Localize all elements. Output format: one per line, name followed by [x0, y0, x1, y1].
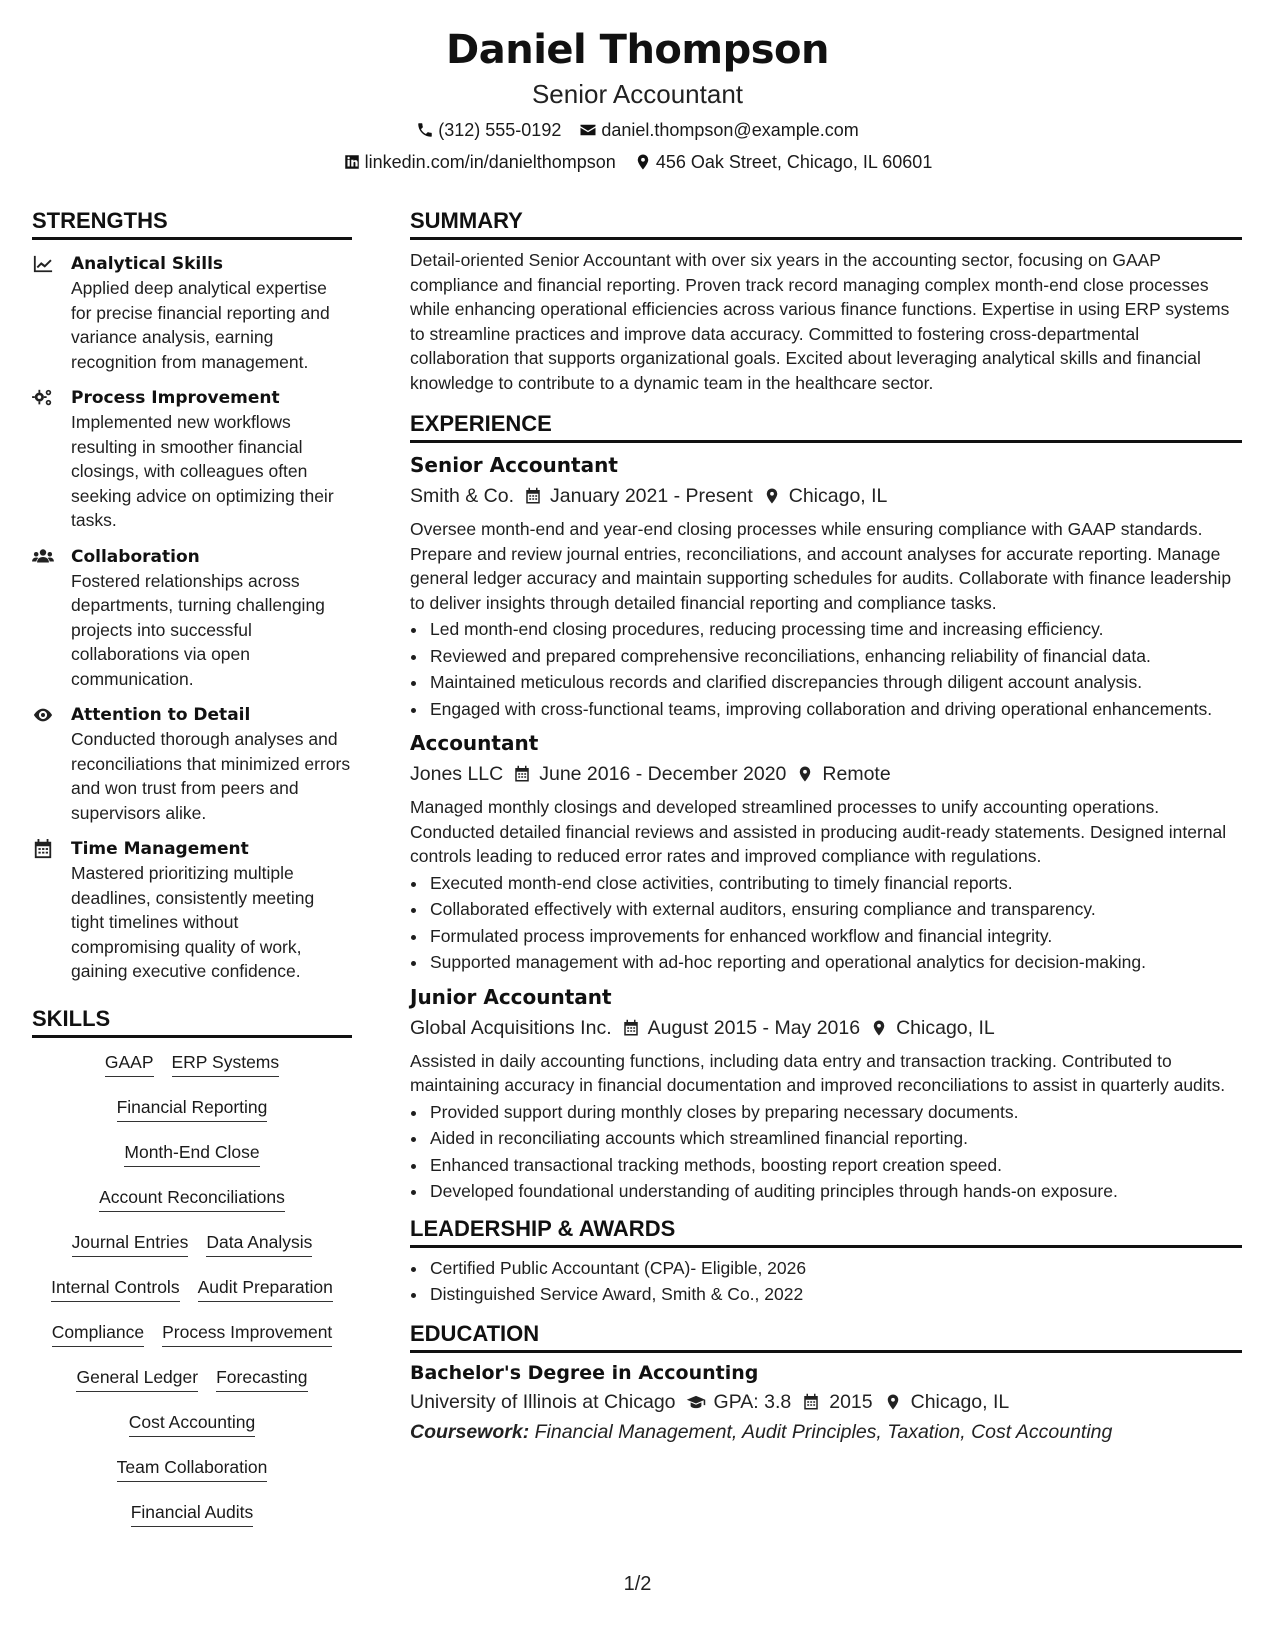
skill-tag: Cost Accounting: [129, 1410, 255, 1437]
degree-title: Bachelor's Degree in Accounting: [410, 1361, 759, 1384]
phone-text: (312) 555-0192: [438, 120, 562, 140]
strengths-heading: STRENGTHS: [32, 208, 352, 240]
education-section: [410, 1321, 1242, 1447]
skill-tag: Audit Preparation: [198, 1275, 333, 1302]
candidate-name: Daniel Thompson: [446, 27, 829, 73]
skill-row: [32, 1140, 352, 1185]
skills-heading: SKILLS: [32, 1006, 352, 1038]
leadership-section: [410, 1216, 1242, 1307]
job-bullet: • Provided support during monthly closes by preparing necessary documents.: [428, 1100, 1242, 1125]
job-bullet: • Reviewed and prepared comprehensive reconciliations, enhancing reliability of financial data.: [428, 644, 1242, 669]
job-dates: [622, 1013, 860, 1043]
job-dates-text: June 2016 - December 2020: [539, 763, 787, 785]
map-pin-icon: [883, 1393, 903, 1411]
experience-section: [410, 411, 1242, 1204]
linkedin-icon: [343, 153, 361, 171]
coursework-label: Coursework:: [410, 1420, 530, 1443]
job-bullet: • Enhanced transactional tracking methods, boosting report creation speed.: [428, 1153, 1242, 1178]
calendar-icon: [32, 839, 54, 859]
calendar-icon: [801, 1393, 821, 1411]
calendar-icon: [622, 1019, 640, 1037]
job-bullet: • Developed foundational understanding of auditing principles through hands-on exposure.: [428, 1179, 1242, 1204]
skill-tag: Team Collaboration: [117, 1455, 268, 1482]
job-company: Global Acquisitions Inc.: [410, 1016, 612, 1039]
job-description: Oversee month-end and year-end closing processes while ensuring compliance with GAAP standards. Prepare and review journal entries, reconciliations, and account analyses for accurate reporting. Manage general ledger accuracy and maintain supporting schedules for audits. Collaborate with finance leadership to deliver insights through detailed financial reporting and compliance tasks.: [410, 519, 1232, 613]
skill-row: [32, 1185, 352, 1230]
skill-tag: Internal Controls: [51, 1275, 179, 1302]
summary-heading: SUMMARY: [410, 208, 1242, 240]
skill-row: [32, 1410, 352, 1455]
job-location-text: Chicago, IL: [788, 485, 888, 507]
job-bullet: • Aided in reconciliating accounts which streamlined financial reporting.: [428, 1126, 1242, 1151]
contact-row-2: [0, 150, 1275, 174]
experience-heading: EXPERIENCE: [410, 411, 1242, 443]
candidate-title: Senior Accountant: [531, 79, 744, 109]
coursework-text: Financial Management, Audit Principles, Taxation, Cost Accounting: [534, 1420, 1113, 1443]
job-meta: [410, 481, 1242, 511]
skill-row: [32, 1050, 352, 1095]
job-bullet: • Engaged with cross-functional teams, improving collaboration and driving operational enhancements.: [428, 697, 1242, 722]
skill-row: [32, 1230, 352, 1275]
strength-desc: Applied deep analytical expertise for precise financial reporting and variance analysis, earning recognition from management.: [71, 278, 330, 372]
job-location-text: Chicago, IL: [896, 1016, 995, 1039]
job-location: [796, 759, 890, 789]
leadership-heading: LEADERSHIP & AWARDS: [410, 1216, 1242, 1248]
map-pin-icon: [870, 1019, 888, 1037]
address-contact: [634, 150, 933, 174]
job-bullets: [410, 871, 1242, 975]
job-description: Assisted in daily accounting functions, including data entry and transaction tracking. Contributed to maintaining accuracy in financial documentation and improved reconciliations to assist in quarterly audits.: [410, 1050, 1226, 1095]
strengths-section: [32, 208, 352, 984]
job-dates: [524, 481, 753, 511]
education-location-text: Chicago, IL: [910, 1390, 1010, 1413]
job-description: Managed monthly closings and developed streamlined processes to unify accounting operations. Conducted detailed financial reviews and assisted in producing audit-ready statements. Designed internal controls leading to reduced error rates and improved compliance with regulations.: [410, 797, 1227, 866]
page-number: 1/2: [623, 1573, 652, 1595]
job-meta: [410, 1013, 1242, 1043]
education-location: [883, 1387, 1010, 1417]
job-title: Accountant: [410, 731, 539, 755]
education-heading: EDUCATION: [410, 1321, 1242, 1353]
calendar-icon: [513, 765, 531, 783]
leadership-item: • Certified Public Accountant (CPA)- Eligible, 2026: [428, 1256, 1242, 1281]
left-column: [32, 208, 352, 1545]
strength-desc: Fostered relationships across departments, turning challenging projects into successful collaborations via open communication.: [71, 570, 325, 689]
skill-tag: Month-End Close: [124, 1140, 259, 1167]
strength-desc: Mastered prioritizing multiple deadlines, consistently meeting tight timelines without compromising quality of work, gaining executive confidence.: [71, 863, 315, 981]
leadership-list: [410, 1256, 1242, 1307]
summary-section: [410, 208, 1242, 395]
skill-tag: Process Improvement: [162, 1320, 332, 1347]
job-bullet: • Formulated process improvements for enhanced workflow and financial integrity.: [428, 924, 1242, 949]
skill-row: [32, 1320, 352, 1365]
coursework: [410, 1417, 1242, 1447]
job-title: Junior Accountant: [410, 984, 612, 1009]
job-bullet: • Executed month-end close activities, contributing to timely financial reports.: [428, 871, 1242, 896]
job-dates-text: January 2021 - Present: [550, 485, 753, 507]
map-pin-icon: [796, 765, 814, 783]
strength-title: Analytical Skills: [71, 254, 224, 274]
strength-title: Attention to Detail: [71, 705, 251, 725]
skill-row: [32, 1095, 352, 1140]
job-bullet: • Collaborated effectively with external auditors, ensuring compliance and transparency.: [428, 897, 1242, 922]
eye-icon: [32, 705, 54, 725]
job-dates-text: August 2015 - May 2016: [647, 1016, 861, 1039]
job-entry: [410, 729, 1242, 975]
strength-title: Collaboration: [71, 546, 200, 567]
strength-item: [32, 837, 352, 984]
right-column: [410, 208, 1242, 1447]
skill-tag: Financial Audits: [131, 1500, 254, 1527]
education-meta: [410, 1387, 1242, 1417]
strength-title: Process Improvement: [71, 388, 280, 408]
graduation-cap-icon: [686, 1393, 706, 1411]
job-entry: [410, 983, 1242, 1204]
skill-tag: Compliance: [52, 1320, 144, 1347]
skill-tag: GAAP: [105, 1050, 154, 1077]
strength-item: [32, 703, 352, 825]
envelope-icon: [579, 121, 597, 139]
skill-tag: General Ledger: [76, 1365, 198, 1392]
school-name: University of Illinois at Chicago: [410, 1390, 676, 1413]
job-meta: [410, 759, 1242, 789]
chart-line-icon: [32, 254, 54, 274]
calendar-icon: [524, 487, 542, 505]
map-pin-icon: [763, 487, 781, 505]
job-company: Jones LLC: [410, 763, 504, 785]
phone-icon: [416, 121, 434, 139]
job-location: [870, 1013, 995, 1043]
job-title: Senior Accountant: [410, 453, 618, 477]
strength-desc: Conducted thorough analyses and reconciliations that minimized errors and won trust from peers and supervisors alike.: [71, 729, 351, 823]
job-bullets: [410, 617, 1242, 721]
linkedin-contact[interactable]: [343, 150, 616, 174]
skill-tag: ERP Systems: [172, 1050, 280, 1077]
contact-row-1: [0, 118, 1275, 142]
skill-row: [32, 1455, 352, 1500]
skill-tag: Journal Entries: [72, 1230, 189, 1257]
gpa-text: GPA: 3.8: [713, 1390, 792, 1413]
gpa: [686, 1387, 792, 1417]
address-text: 456 Oak Street, Chicago, IL 60601: [655, 152, 933, 172]
job-location: [763, 481, 888, 511]
map-pin-icon: [634, 153, 652, 171]
graduation-year: [801, 1387, 872, 1417]
linkedin-text[interactable]: linkedin.com/in/danielthompson: [364, 152, 616, 172]
strength-desc: Implemented new workflows resulting in smoother financial closings, with colleagues often seeking advice on optimizing their tasks.: [71, 412, 334, 530]
job-company: Smith & Co.: [410, 485, 515, 507]
job-bullet: • Supported management with ad-hoc reporting and operational analytics for decision-making.: [428, 950, 1242, 975]
job-entry: [410, 451, 1242, 721]
job-location-text: Remote: [822, 763, 891, 785]
strength-item: [32, 252, 352, 374]
leadership-item: • Distinguished Service Award, Smith & Co., 2022: [428, 1282, 1242, 1307]
gears-icon: [32, 388, 54, 408]
skill-tag: Data Analysis: [206, 1230, 312, 1257]
summary-text: Detail-oriented Senior Accountant with over six years in the accounting sector, focusing on GAAP compliance and financial reporting. Proven track record managing complex month-end close processes while enhancing operational efficiencies across various finance functions. Expertise in using ERP systems to streamline practices and improve data accuracy. Committed to fostering cross-departmental collaboration that supports organizational goals. Excited about leveraging analytical skills and financial knowledge to contribute to a dynamic team in the healthcare sector.: [410, 250, 1230, 393]
skill-tag: Forecasting: [216, 1365, 307, 1392]
skill-tag: Account Reconciliations: [99, 1185, 285, 1212]
resume-header: [0, 24, 1275, 174]
year-text: 2015: [829, 1390, 873, 1413]
skills-section: [32, 1006, 352, 1545]
skill-row: [32, 1500, 352, 1545]
skills-list: [32, 1038, 352, 1545]
phone-contact: [416, 118, 561, 142]
skill-tag: Financial Reporting: [117, 1095, 268, 1122]
email-contact[interactable]: [579, 118, 858, 142]
users-icon: [32, 547, 54, 567]
skill-row: [32, 1275, 352, 1320]
job-bullet: • Led month-end closing procedures, reducing processing time and increasing efficiency.: [428, 617, 1242, 642]
job-bullet: • Maintained meticulous records and clarified discrepancies through diligent account analysis.: [428, 670, 1242, 695]
strength-item: [32, 545, 352, 692]
job-bullets: [410, 1100, 1242, 1204]
skill-row: [32, 1365, 352, 1410]
strength-title: Time Management: [71, 839, 249, 859]
job-dates: [513, 759, 786, 789]
strength-item: [32, 386, 352, 533]
email-text[interactable]: daniel.thompson@example.com: [601, 120, 859, 140]
